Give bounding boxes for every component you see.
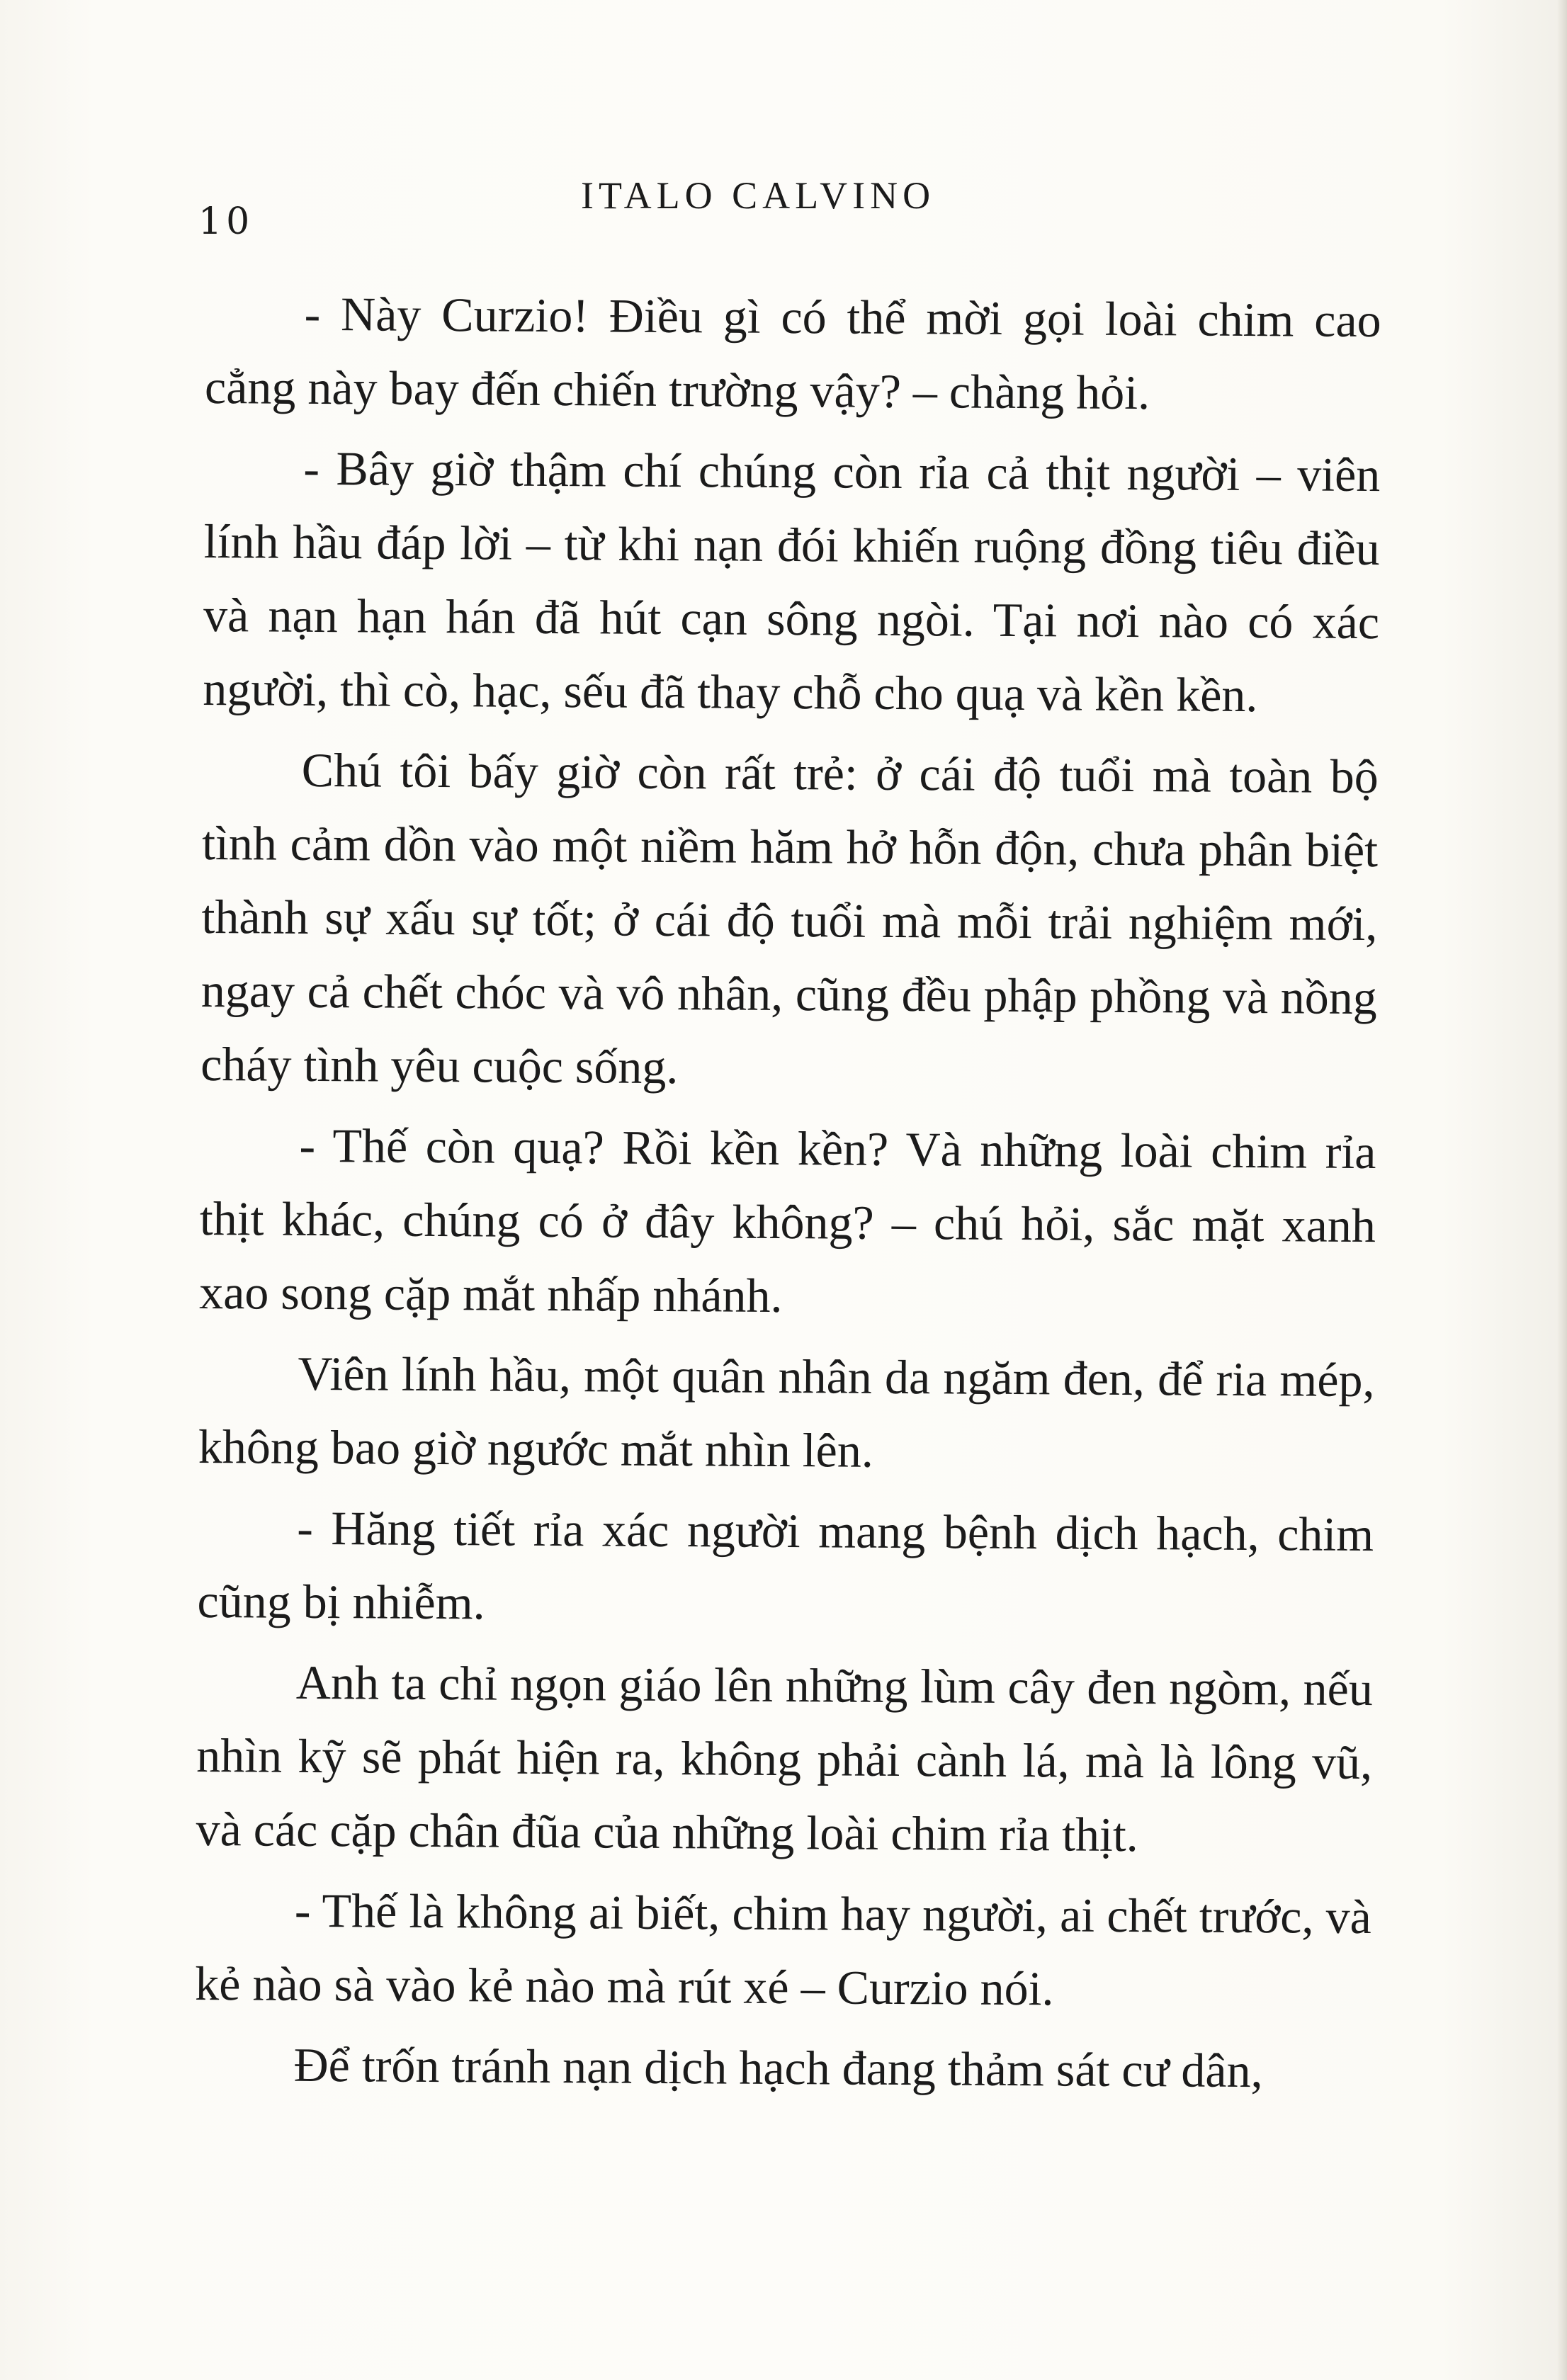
paragraph: - Này Curzio! Điều gì có thể mời gọi loài chim cao cẳng này bay đến chiến trường vậy? – chàng hỏi.: [204, 286, 1381, 420]
page-edge-shadow: [1557, 0, 1567, 2380]
paragraph: - Thế còn quạ? Rồi kền kền? Và những loài chim rỉa thịt khác, chúng có ở đây không? – chú hỏi, sắc mặt xanh xao song cặp mắt nhấp nhánh.: [199, 1118, 1376, 1323]
paragraph: - Hăng tiết rỉa xác người mang bệnh dịch hạch, chim cũng bị nhiễm.: [197, 1500, 1374, 1630]
paragraph: Chú tôi bấy giờ còn rất trẻ: ở cái độ tuổi mà toàn bộ tình cảm dồn vào một niềm hăm hở hỗn độn, chưa phân biệt thành sự xấu sự tốt; ở cái độ tuổi mà mỗi trải nghiệm mới, ngay cả chết chóc và vô nhân, cũng đều phập phồng và nồng cháy tình yêu cuộc sống.: [200, 742, 1379, 1094]
paragraph: Anh ta chỉ ngọn giáo lên những lùm cây đen ngòm, nếu nhìn kỹ sẽ phát hiện ra, không phải cành lá, mà là lông vũ, và các cặp chân đũa của những loài chim rỉa thịt.: [196, 1655, 1374, 1862]
running-head: [198, 174, 1403, 243]
author-header: ITALO CALVINO: [581, 174, 936, 217]
paragraph: - Thế là không ai biết, chim hay người, ai chết trước, và kẻ nào sà vào kẻ nào mà rút xé – Curzio nói.: [195, 1883, 1372, 2016]
page-number: 10: [198, 200, 254, 243]
paragraph: - Bây giờ thậm chí chúng còn rỉa cả thịt người – viên lính hầu đáp lời – từ khi nạn đói khiến ruộng đồng tiêu điều và nạn hạn hán đã hút cạn sông ngòi. Tại nơi nào có xác người, thì cò, hạc, sếu đã thay chỗ cho quạ và kền kền.: [203, 441, 1381, 722]
paragraph: Để trốn tránh nạn dịch hạch đang thảm sát cư dân,: [293, 2037, 1263, 2098]
body-text: [194, 276, 1381, 2115]
paragraph: Viên lính hầu, một quân nhân da ngăm đen, để ria mép, không bao giờ ngước mắt nhìn lên.: [198, 1346, 1375, 1478]
